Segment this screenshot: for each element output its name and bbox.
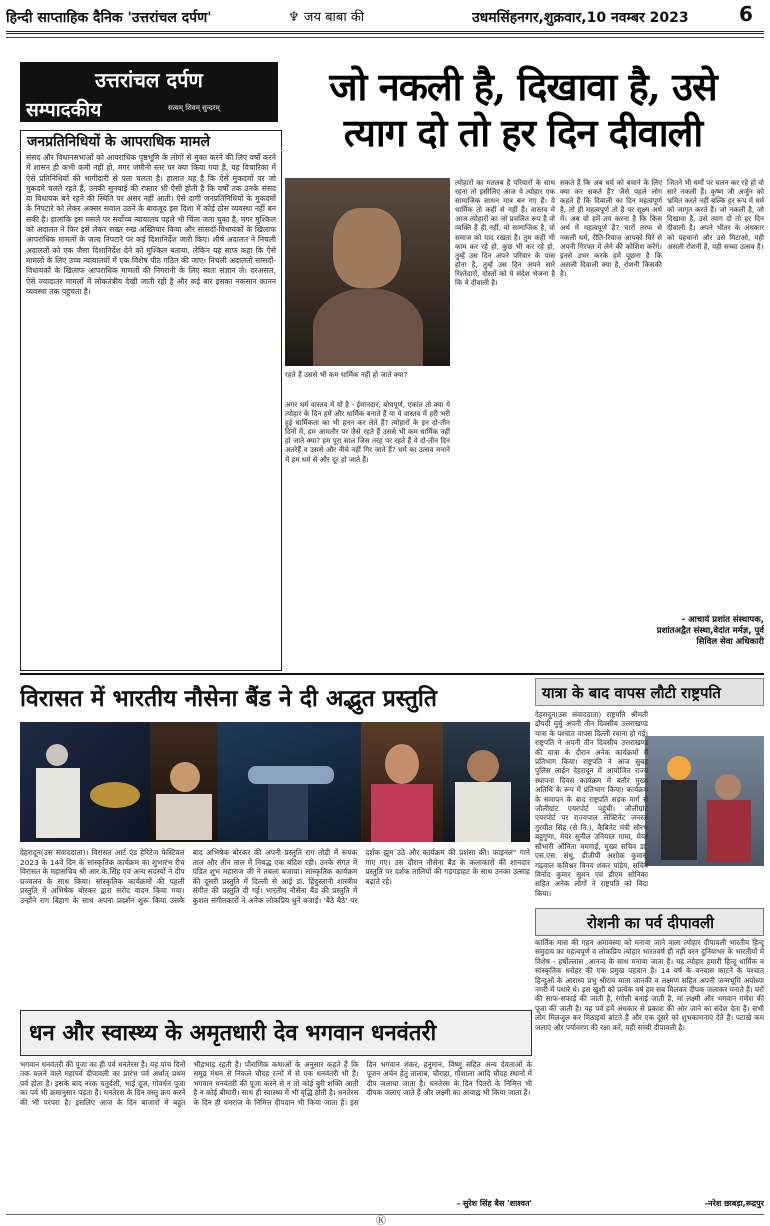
band-photo-5 [443,722,530,842]
col1-caption: रहते हैं उससे भी कम धार्मिक नहीं हो जाते क्या? [285,370,408,379]
speaker-photo [285,178,450,366]
dhanvantari-author: - सुरेश सिंह बैस 'शाश्वत' [456,1199,532,1208]
band-article-body [20,848,530,1008]
editorial-heading: जनप्रतिनिधियों के आपराधिक मामले [27,134,210,150]
player-uniform [36,768,80,838]
singer-head [385,744,419,784]
roshni-author: -नरेश छाबड़ा,रूद्रपुर [704,1199,764,1208]
player-head [46,744,68,766]
paper-name: हिन्दी साप्ताहिक दैनिक 'उत्तरांचल दर्पण' [6,10,212,26]
yatra-heading: यात्रा के बाद वापस लौटी राष्ट्रपति [542,684,721,702]
editorial-brand: उत्तरांचल दर्पण [95,68,203,92]
masthead [6,4,764,34]
top-divider [6,37,764,38]
band-body-text: देहरादून(उस संवाददाता)। विरासत आर्ट एंड हेरिटेज फेस्टिवल 2023 के 14वें दिन के सांस्कृतिक कार्यक्रम का शुभारंभ रीच विरासत के महासचिव श्री आर.के.सिंह एवं अन्य सदस्यों ने दीप प्रज्वलन के साथ किया। सांस्कृतिक कार्यक्रमों की पहली प्रस्तुति में अभिषेक बोरकर द्वारा सरोद वादन किया गया। उन्होंने राग बिहाग के साथ अपना प्रदर्शन शुरू किया उसके बाद अभिषेक बोरकर की अपनी प्रस्तुति राग तोड़ी में रूपक ताल और तीन ताल में निबद्ध एक बंदिश रही। उनके संगत में पंडित शुभ महाराज जी ने तबला बजाया। सांस्कृतिक कार्यक्रम की दूसरी प्रस्तुति में दिल्ली से आई डा. हिंदुस्तानी शास्त्रीय संगीत की प्रस्तुति दी गई। भारतीय नौसेना बैंड की प्रस्तुति में कुशल संगीतकारों ने अनेक लोकप्रिय धुनें बजाई। 'बैठे बैठे' पर दर्शक झूम उठे और कार्यक्रम की प्रशंसा की। [20,848,490,905]
editorial-motto: सत्यम् शिवम् सुन्दरम् [168,104,220,112]
trident-icon: ♆ [288,10,300,25]
editorial-heading-box [20,130,282,150]
author-block [570,615,764,659]
main-article-col1-body: अगर धर्म वास्तव में यों है - ईमानदार, बोधपूर्ण, एकांत तो क्या ये त्योहार के दिन हमें और धार्मिक बनाते हैं या ये वास्तव में हरी भरी हुई धार्मिकता का भी हनन कर लेते हैं? त्योहारों के इन दो-तीन दिनों में, हम आमतौर पर जैसे रहते हैं उससे भी कम धार्मिक नहीं हो जाते क्या? हम पूरा साल जिस तरह पर रहते हैं ये दो-तीन दिन अतरेहैं व उससे और नीचे नहीं गिर जाते हैं? धर्म का उत्सव मनाने में हम धर्म से और दूर हो जाते हैं। [285,400,450,464]
roshni-heading: रोशनी का पर्व दीपावली [586,914,714,932]
performer-body [455,782,511,842]
main-article-col3: सकते हैं कि अब धर्म को बचाने के लिए क्या कर सकते हैं? जैसे पहले लोग कहते हैं कि दिवाली का दिन महत्वपूर्ण है, तो ही महत्वपूर्ण तो है पर सूक्ष्म अर्थ में। अब वो हमें तय करना है कि किस अर्थ में महत्वपूर्ण है? चारों तरफ से नकली धर्म, रीति-रिवाज आपको घिरे से अपनी गिरफ्त में लेने की कोशिश करेंगे। इनसे उभर करके हमें पूछना है कि असली दिवाली क्या है, रोशनी किसकी है। [560,178,662,278]
shoulder-shape [313,288,423,366]
page-number: 6 [739,4,753,26]
main-headline-line1: जो नकली है, दिखावा है, उसे [329,64,717,109]
editorial-label: सम्पादकीय [26,99,102,121]
sarod-player-body [156,794,212,840]
sarod-player-head [170,762,200,792]
slogan-text: जय बाबा की [303,10,365,25]
date-line: उधमसिंहनगर,शुक्रवार,10 नवम्बर 2023 [472,10,689,26]
drummer-body [268,784,308,840]
yatra-body: देहरादून(उस संवाददाता) राष्ट्रपति श्रीमती द्रौपदी मुर्मु अपनी तीन दिवसीय उत्तराखण्ड यात्रा के पश्चात वापस दिल्ली रवाना हो गई। राष्ट्रपति ने अपनी तीन दिवसीय उत्तराखण्ड की यात्रा के दौरान अनेक कार्यक्रमों में प्रतिभाग किया। राष्ट्रपति ने आज सुबह पुलिस लाईन देहरादून में आयोजित राज्य स्थापना दिवस कार्यक्रम में बतौर मुख्य अतिथि के रूप में प्रतिभाग किया। कार्यक्रम के समापन के बाद राष्ट्रपति सड़क मार्ग से जौलीग्रांट एयरपोर्ट पहुंची। जौलीग्रांट एयरपोर्ट पर राज्यपाल लेफ्टिनेंट जनरल गुरमीत सिंह (से नि.), कैबिनेट मंत्री सौरभ बहुगुणा, मेयर सुनील उनियाल गामा, मेयर सौभारी ऑनिता ममगाईं, मुख्य सचिव डा. एस.एस. संधु, डीजीपी अशोक कुमार, गढ़वाल कमिश्नर विनय शंकर पांडेय, सचिव विनोद कुमार सुमन एवं डीएम सोनिका सहित अनेक लोगों ने राष्ट्रपति को विदा किया। [535,710,648,898]
performer-head [467,750,499,782]
face-shape [333,208,401,288]
yatra-body-wrap [535,710,764,906]
band-photo-3 [218,722,361,842]
dhanvantari-body: भगवान धनवंतरी की पूजा का ही पर्व धनतेरस है। यह पांच दिनों तक चलने वाले महापर्व दीपावली का प्रारंभ पर्व अर्थात् प्रथम पर्व होता है। इसके बाद नरक चतुर्दशी, भाई दूज, गोवर्धन पूजा का पर्व भी क्रमानुसार पड़ता है। धनतेरस के दिन वस्तु क्रय करने की भी परंपरा है। इसलिए आज के दिन बाजारों में बहुत भीड़भाड़ रहती है। पौराणिक कथाओं के अनुसार कहते हैं कि समुद्र मंथन से निकले चौदह रत्नों में से एक धनवंतरी भी हैं। भगवान धनवंतरी की पूजा करने से न तो कोई बुरी शक्ति आती है न कोई बीमारी। साथ ही स्वास्थ्य में भी वृद्धि होती है। धनतेरस के दिन ही यमराज के निमित्त दीपदान भी किया जाता है। इस दिन भगवान शंकर, हनुमान, विष्णु सहित अन्य देवताओं के पूजन अर्चन हेतु तालाब, चौराहा, गौशाला आदि चौदह स्थानों में दीप जलाया जाता है। धनतेरस के दिन पितरों के निमित्त भी दीपक जलाए जाते हैं और लक्ष्मी का आवाह्न भी किया जाता है। [20,1060,532,1107]
main-article-col4: जितने भी धर्मों पर चलन कर रहे हो वो सारे नकली हैं। कृष्ण जी अर्जुन को भ्रमित करते नहीं बल्कि हर रूप में धर्म को जागृत करते हैं। जो नकली है, जो दिखावा है, उसे त्याग दो तो हर दिन दीवाली है। अपने भीतर के अंधकार को पहचानो और उसे मिटाओ, यही असली रोशनी है, यही सच्चा उत्सव है। [667,178,764,251]
main-headline-line2: त्याग दो तो हर दिन दीवाली [343,110,703,155]
band-photo-2 [150,722,218,842]
roshni-heading-bar [535,908,764,936]
author-role: सिविल सेवा अधिकारी [696,637,764,647]
slogan [288,7,364,25]
author-title: प्रशांतअद्वैत संस्था,वेदांत मर्मज्ञ, पूर्व [656,626,764,636]
singer-dress [371,784,433,842]
editorial-body: संसद और विधानसभाओं को आपराधिक पृष्ठभूमि के लोगों से मुक्त करने की लिए वर्षों करने में शासन ही कभी कमी नहीं हो, मगर जमीनी स्तर पर क्या किया गया है, यह विचारिका में ऐसे प्रतिनिधियों की भागीदारी से पता चलता है। हालात यह है कि ऐसे मुकदमों पर जो मुकदमे चलते रहते हैं, उनकी सुनवाई की रफ्तार भी ऐसी होती है कि वर्षों तक उनके संसद या विधायक बने रहने की स्थिति पर असर नहीं आती। ऐसे दागी जनप्रतिनिधियों के मुकदमों के निपटारे को लेकर अक्सर सवाल उठने के बावजूद इस दिशा में कोई ठोस व्यवस्था नहीं बन सकी है। हालांकि इस मसले पर सर्वोच्च न्यायालय पहले भी चिंता जता चुका है, मगर मुश्किल को अदालत ने फिर इसे लेकर सख्त रुख अख्तियार किया और सांसदों-विधायकों के खिलाफ आपराधिक मामलों के जल्द निपटारे पर कई दिशानिर्देश जारी किए। शीर्ष अदालत ने निचली अदालतों को एक जैसा दिशानिर्देश देने को मुश्किल बताया, लेकिन यह साफ कहा कि ऐसे मामलों के लिए उच्च न्यायालयों में एक विशेष पीठ गठित की जाए। निचली अदालतों सांसदों-विधायकों के खिलाफ आपराधिक मामलों की निगरानी के लिए स्वतः संज्ञान ले। दरअसल, ऐसे ज्यादातर मामलों में लोकतंत्रीय देखी जाती रही है और कई बार इसका नकसान कानन व्यवस्था तक पहुंचता है। [20,151,282,671]
yatra-float-space [648,736,764,896]
band-headline: विरासत में भारतीय नौसेना बैंड ने दी अद्भुत प्रस्तुति [20,685,437,712]
dhanvantari-heading: धन और स्वास्थ्य के अमृतधारी देव भगवान धनवंतरी [29,1020,437,1046]
section-divider [20,673,764,675]
roshni-body: कार्तिक मास की गहन अमावस्या को मनाया जाने वाला त्योहार दीपावली भारतीय हिन्दू समुदाय का महत्वपूर्ण व लोकप्रिय त्योहार भारतवर्ष ही नहीं वरन दुनियाभर के भारतीयों में विशेष - हर्षोल्लास ,आनन्द के साथ मनाया जाता है। यह त्योहार हमारी हिन्दू धार्मिक व सांस्कृतिक धरोहर की एक प्रमुख पहचान है। 14 वर्ष के वनवास काटने के पश्चात् हिन्दुओं के आराध्य प्रभु श्रीराम माता जानकी व लक्ष्मण सहित अपनी जन्मभूमि अयोध्या नगरी में पधारे थे। इस खुशी को प्रत्येक वर्ष हम सब मिलकर दीपक जलाकर मनाते हैं। घरों की साफ-सफाई की जाती है, रंगोली बनाई जाती है, मां लक्ष्मी और भगवान गणेश की पूजा की जाती है। यह पर्व हमें अंधकार से प्रकाश की ओर जाने का संदेश देता है। सभी लोग मिलजुल कर मिठाइयां बांटते हैं और एक दूसरे को शुभकामनाएं देते हैं। पटाखे कम जलाएं और पर्यावरण की रक्षा करें, यही सच्ची दीपावली है। [535,938,764,1032]
main-article-col2: त्योहारों का मतलब है परिवारों के साथ रहना तो इसीलिए आज ये त्योहार एक सामाजिक साधन मात्र बन गए हैं। ये धार्मिक तो कहीं से नहीं हैं। वास्तव में आज त्योहारों का जो प्रचलित रूप है वो व्यक्ति है ही नहीं, वो सामाजिक है, वो समाज को याद रखता है। तुम कहीं भी काम कर रहे हो, कुछ भी कर रहे हो, तुम्हें उस दिन अपने परिवार के पास होना है, तुम्हें उस दिन अपने सारे रिश्तेदारों, दोस्तों को ये संदेश भेजना है कि ये दीवाली है। [455,178,555,288]
band-photo-1 [20,722,150,842]
registration-mark: Ⓚ [376,1216,386,1226]
drums-shape [248,766,334,784]
instrument-shape [90,782,140,808]
band-photo-4 [361,722,443,842]
band-body-end: फाइनल" गाने गाए गए। उस दौरान नौसेना बैंड के कलाकारों की शानदार प्रस्तुति पर दर्शक तालियों की गड़गड़ाहट के साथ उनका उत्साह बढ़ाते रहे। [365,848,530,886]
yatra-heading-bar [535,678,764,706]
dhanvantari-heading-bar [20,1010,532,1056]
main-headline [282,64,764,176]
author-name: - आचार्य प्रशांत संस्थापक, [681,615,764,625]
editorial-title-box [20,62,278,122]
